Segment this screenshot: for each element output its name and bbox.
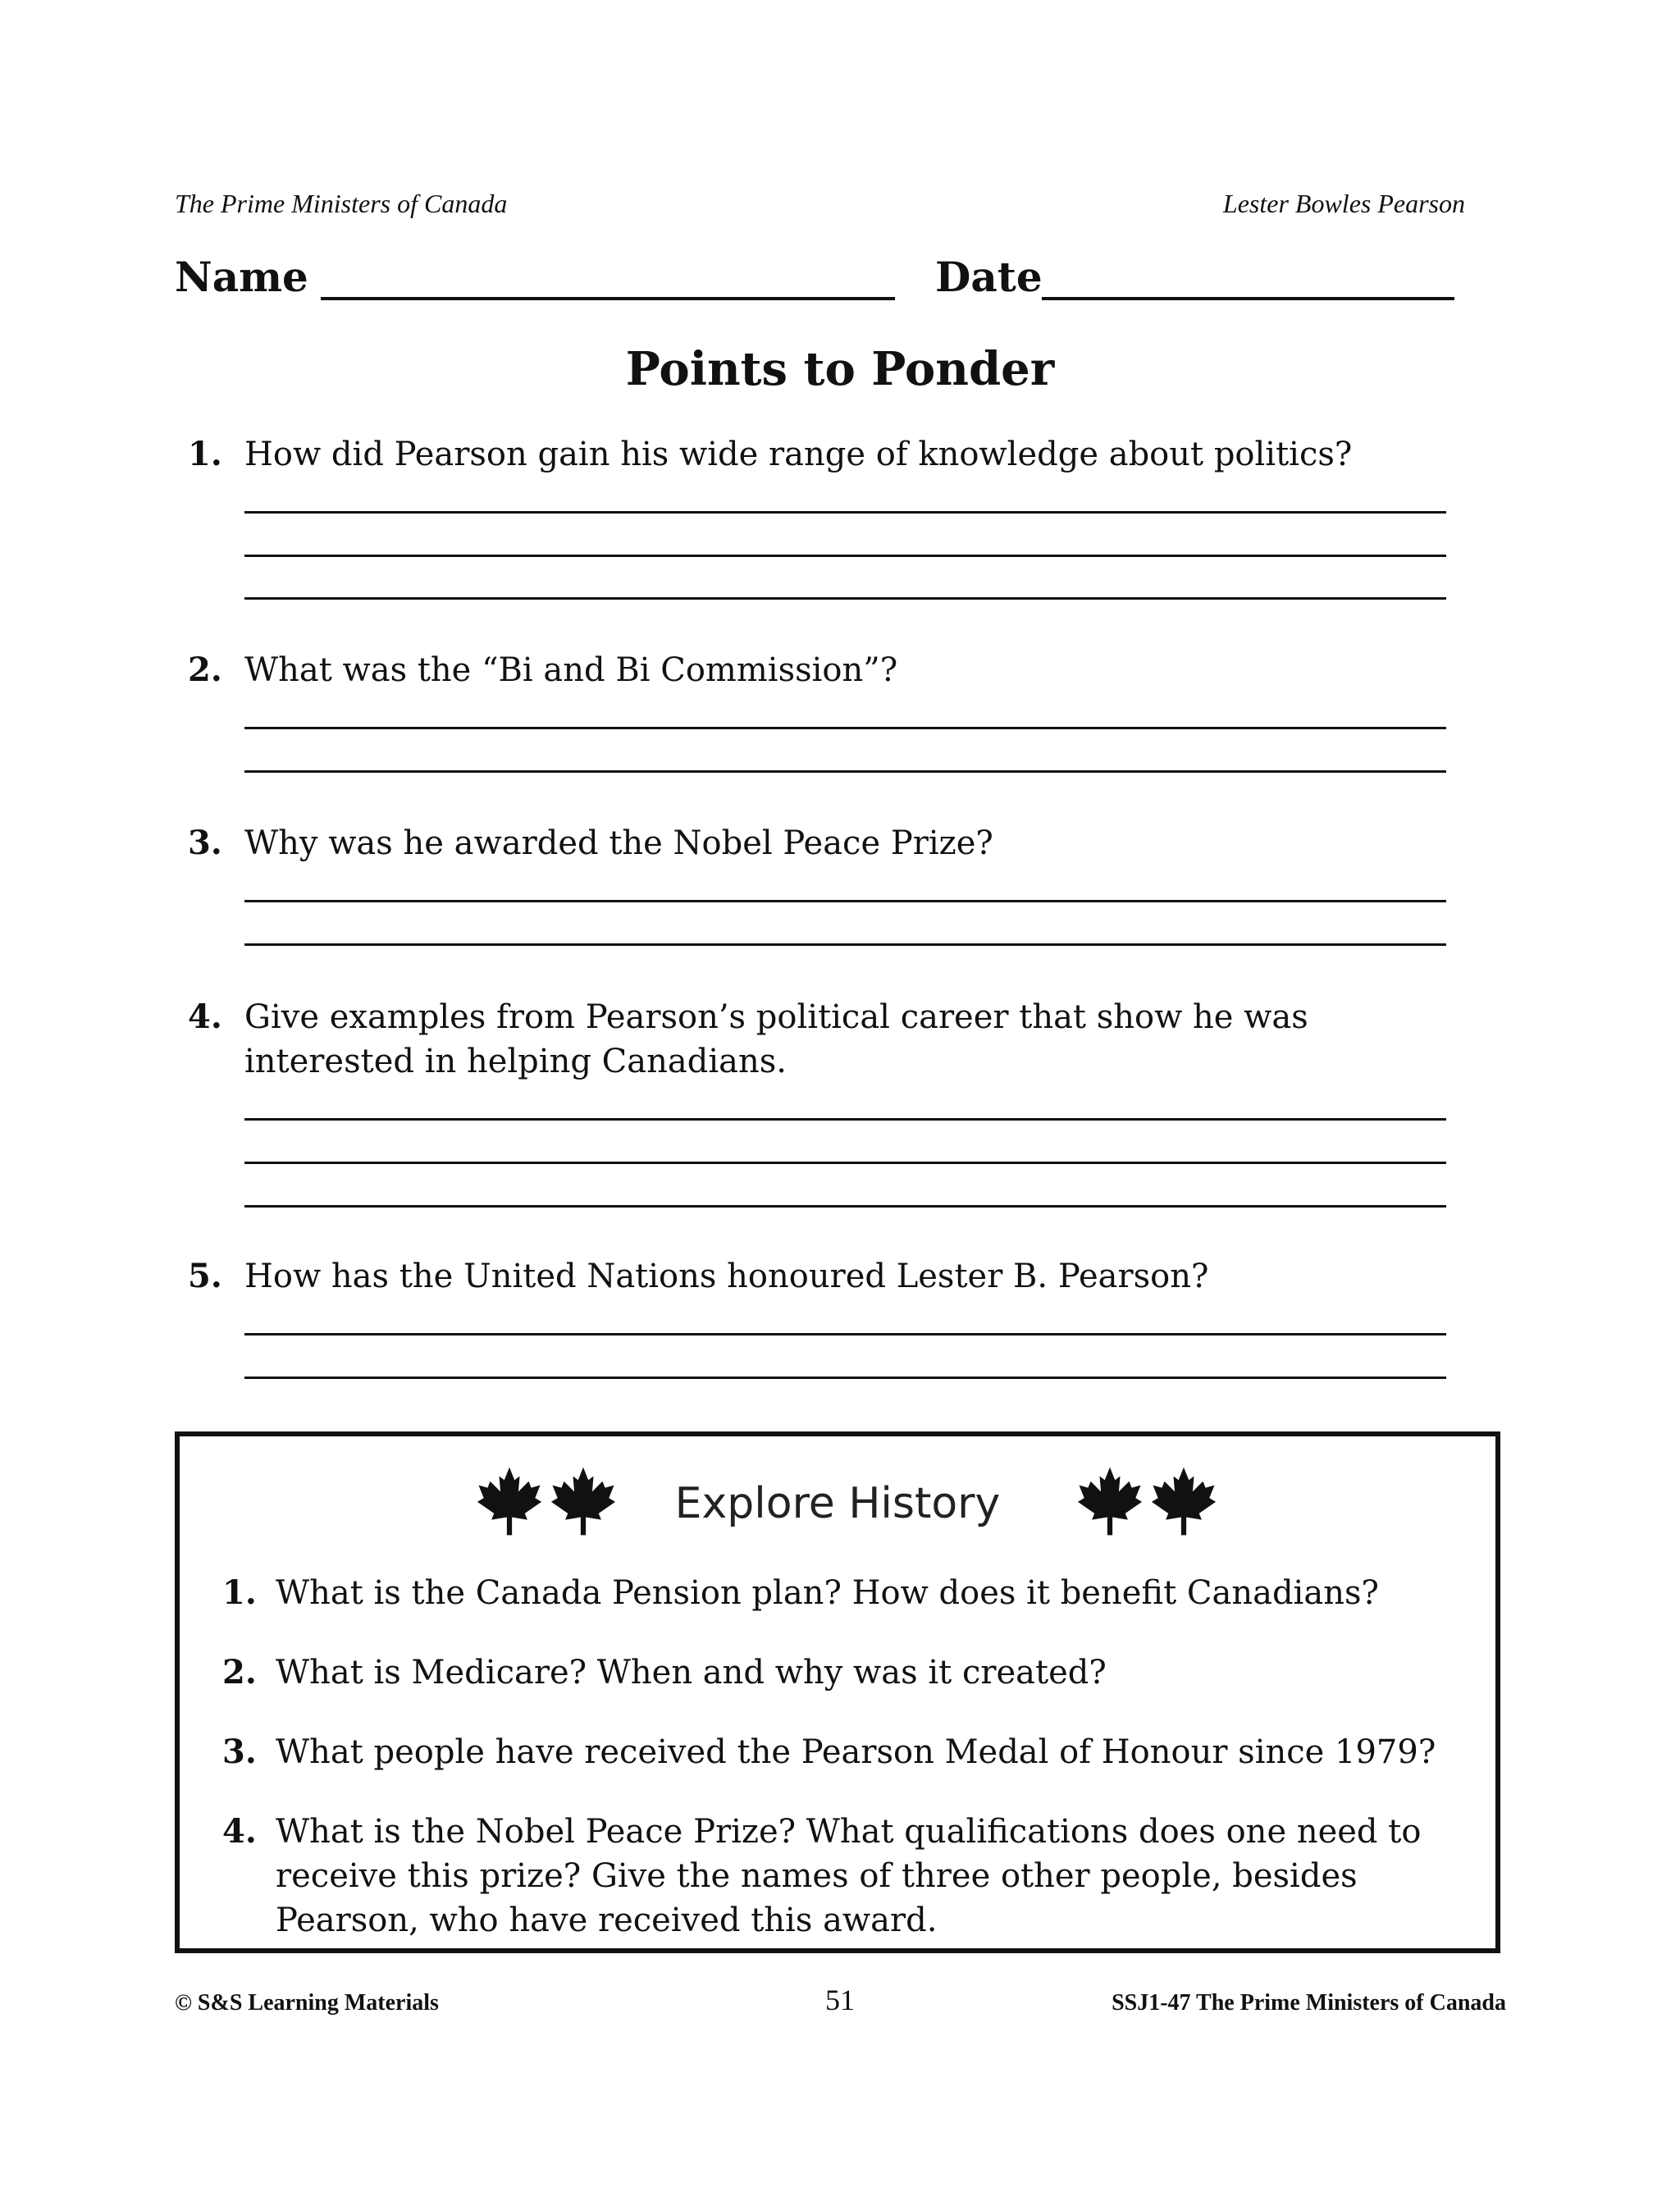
question-number: 3. [188,824,222,862]
question-3 [175,821,1454,952]
explore-title: Explore History [674,1479,1001,1528]
question-number: 1. [188,435,222,473]
explore-header [180,1459,1495,1541]
date-field[interactable] [1042,297,1454,300]
answer-line[interactable] [244,1205,1446,1208]
maple-leaf-icon [1077,1466,1143,1536]
answer-line[interactable] [244,943,1446,946]
question-text: How has the United Nations honoured Lester B. Pearson? [244,1258,1209,1295]
question-text: Why was he awarded the Nobel Peace Prize? [244,824,993,862]
answer-line[interactable] [244,1377,1446,1379]
header-book-title: The Prime Ministers of Canada [175,189,508,218]
answer-line[interactable] [244,555,1446,557]
answer-line[interactable] [244,900,1446,902]
explore-item-text: What is the Canada Pension plan? How does it benefit Canadians? [276,1574,1379,1612]
question-5 [175,1254,1454,1386]
date-label: Date [935,253,1043,301]
answer-line[interactable] [244,727,1446,729]
question-text: Give examples from Pearson’s political career that show he was interested in helping Canadians. [244,998,1308,1080]
question-2 [175,648,1454,779]
question-number: 5. [188,1257,222,1295]
explore-history-box [175,1431,1500,1953]
question-4 [175,995,1454,1217]
explore-item-text: What people have received the Pearson Medal of Honour since 1979? [276,1733,1436,1771]
name-label: Name [175,253,308,301]
question-number: 4. [188,998,222,1036]
answer-line[interactable] [244,511,1446,514]
page-number: 51 [825,1984,855,2016]
explore-item-text: What is Medicare? When and why was it created? [276,1654,1107,1692]
answer-line[interactable] [244,770,1446,773]
footer-book-code: SSJ1-47 The Prime Ministers of Canada [1112,1990,1506,2016]
explore-item-number: 4. [222,1812,257,1851]
explore-item-number: 1. [222,1573,257,1612]
page-title: Points to Ponder [625,342,1055,396]
question-1 [175,432,1454,605]
footer-copyright: © S&S Learning Materials [175,1990,439,2016]
answer-line[interactable] [244,597,1446,600]
explore-item-number: 3. [222,1733,257,1771]
explore-item-text: What is the Nobel Peace Prize? What qualifications does one need to receive this prize? Give the names of three other people, besides Pearson, who have received this award. [276,1813,1422,1939]
answer-line[interactable] [244,1118,1446,1121]
header-chapter-title: Lester Bowles Pearson [1222,189,1465,218]
answer-line[interactable] [244,1162,1446,1164]
explore-item-number: 2. [222,1653,257,1692]
question-number: 2. [188,651,222,689]
maple-leaf-icon [1151,1466,1217,1536]
name-date-row [175,251,1454,308]
question-text: What was the “Bi and Bi Commission”? [244,651,898,689]
question-text: How did Pearson gain his wide range of knowledge about politics? [244,436,1353,473]
name-field[interactable] [321,297,895,300]
answer-line[interactable] [244,1333,1446,1335]
